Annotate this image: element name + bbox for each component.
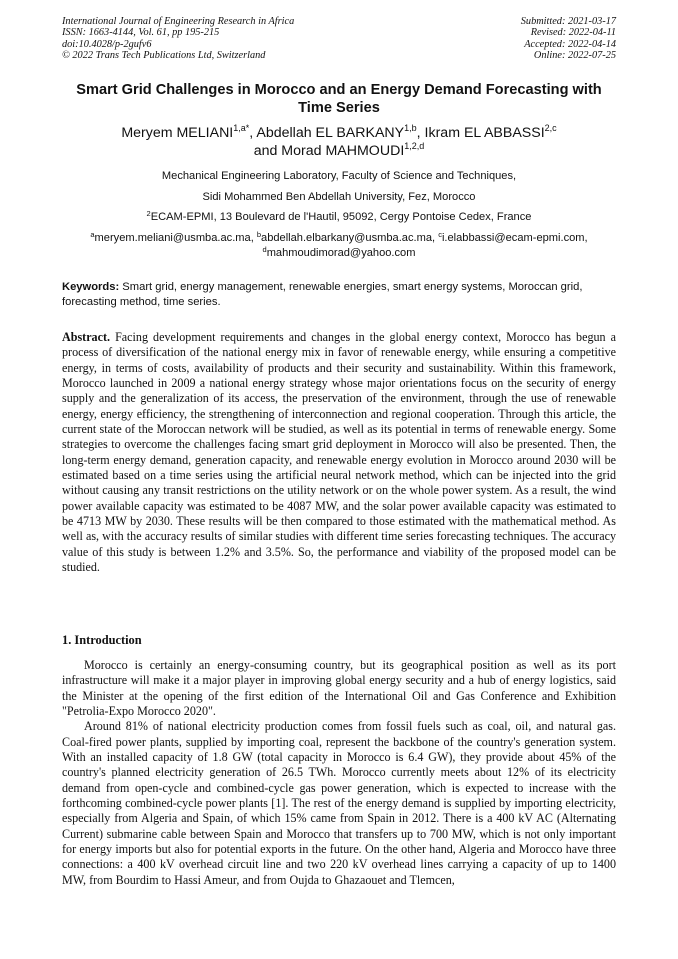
abstract (62, 330, 616, 576)
email-link[interactable]: mahmoudimorad@yahoo.com (266, 247, 416, 259)
email-link[interactable]: abdellah.elbarkany@usmba.ac.ma, (261, 232, 439, 244)
date-revised: Revised: 2022-04-11 (530, 27, 616, 39)
author-affil-mark: 1,b (404, 123, 417, 133)
keywords-text: Smart grid, energy management, renewable energies, smart energy systems, Moroccan grid, forecasting method, time series. (62, 281, 583, 308)
author-name: Meryem MELIANI (121, 125, 234, 141)
affiliation-1-line-2: Sidi Mohammed Ben Abdellah University, Fez, Morocco (202, 191, 476, 203)
email-link[interactable]: meryem.meliani@usmba.ac.ma, (94, 232, 257, 244)
paragraph: Morocco is certainly an energy-consuming country, but its geographical position as well as its port infrastructure will make it a major player in improving global energy security and a hub of energy logistics, said the Minister at the opening of the first edition of the International Oil and Gas Conference and Exhibition "Petrolia-Expo Morocco 2020". (62, 658, 616, 719)
journal-header-left (62, 16, 294, 62)
author-emails: $^a$meryem.meliani@usmba.ac.ma, $^b$abdellah.elbarkany@usmba.ac.ma, $^c$i.elabbassi@ecam-epmi.com, $^d$mahmoudimorad@yahoo.com (90, 230, 588, 259)
journal-doi[interactable]: doi:10.4028/p-2gufv6 (62, 38, 152, 50)
abstract-text: Facing development requirements and changes in the global energy context, Morocco has begun a process of diversification of the national energy mix in favor of renewable energy, while ensuring a competitive energy, in terms of costs, availability of products and their security and sustainability. Within this framework, Morocco launched in 2009 a national energy strategy whose major orientations focus on the security of energy supply and the generalization of its access, the preservation of the environment, through the use of renewable energy, energy efficiency, the strengthening of interconnection and regional cooperation. Through this article, the current state of the Moroccan network will be studied, as well as its potential in terms of renewable energy. Some strategies to overcome the challenges facing smart grid deployment in Morocco will also be presented. Then, the long-term energy demand, generation capacity, and renewable energy evolution in Morocco around 2030 will be estimated based on a time series using the artificial neural network method, which can be injected into the grid without causing any transit restrictions on the utility network or on the whole power system. As a result, the wind power available capacity was estimated to be 4087 MW, and the solar power available capacity was estimated to be 4713 MW by 2030. These results will be then compared to those estimated with the mathematical method. As well as, with the accuracy results of similar studies with different time series forecasting techniques. The accuracy value of this study is between 1.2% and 3.5%. So, the performance and viability of the proposed model can be studied. (62, 330, 616, 575)
author-list: Meryem $MELIANI^{1,a*}$, Abdellah EL BARKANY$^{1,b}$, Ikram EL ABBASSI$^{2,c}$ and Morad MAHMOUDI$^{1,2,d}$ (121, 123, 557, 159)
paragraph: Around 81% of national electricity production comes from fossil fuels such as coal, oil, and natural gas. Coal-fired power plants, supplied by importing coal, represent the backbone of the country's generation system. With an installed capacity of 1.8 GW (total capacity in Morocco is 6.4 GW), they provide about 45% of the country's planned electricity generation of 26.5 TWh. Morocco currently meets about 12% of its electricity demand from open-cycle and combined-cycle gas power generation, which is expected to increase with the forthcoming combined-cycle power plants [1]. The rest of the energy demand is supplied by importing electricity, especially from Algeria and Spain, of which 15% came from Spain in 2012. There is a 400 kV AC (Alternating Current) submarine cable between Spain and Morocco that transfers up to 700 MW, which is not only important for energy imports but also for potential exports in the future. On the other hand, Algeria and Morocco have three connections: a 400 kV overhead circuit line and two 220 kV overhead lines carrying a capacity of up to 1400 MW, from Bourdim to Hassi Ameur, and from Oujda to Ghazaouet and Tlemcen, (62, 719, 616, 887)
journal-issn: ISSN: 1663-4144, Vol. 61, pp 195-215 (62, 27, 220, 39)
keywords-label: Keywords: (62, 281, 120, 293)
date-accepted: Accepted: 2022-04-14 (524, 38, 616, 50)
author-name: Ikram EL ABBASSI (424, 125, 545, 141)
affiliation-1-line-1: Mechanical Engineering Laboratory, Faculty of Science and Techniques, (161, 170, 517, 182)
affiliation-2: $^2$ECAM-EPMI, 13 Boulevard de l'Hautil, 95092, Cergy Pontoise Cedex, France (146, 209, 532, 223)
introduction-body (62, 658, 616, 888)
keywords (62, 280, 616, 309)
journal-header-right (521, 16, 616, 62)
author-affil-mark: 1,a* (233, 123, 250, 133)
date-online: Online: 2022-07-25 (533, 50, 616, 62)
date-submitted: Submitted: 2021-03-17 (520, 16, 616, 27)
section-heading-introduction: 1. Introduction (62, 633, 142, 647)
author-affil-mark: 1,2,d (404, 141, 425, 151)
email-link[interactable]: i.elabbassi@ecam-epmi.com, (441, 232, 588, 244)
journal-name: International Journal of Engineering Research in Africa (62, 16, 295, 27)
author-name: and Morad MAHMOUDI (253, 143, 405, 159)
paper-title: Smart Grid Challenges in Morocco and an Energy Demand Forecasting with Time Series (76, 82, 602, 116)
author-affil-mark: 2,c (544, 123, 557, 133)
author-name: Abdellah EL BARKANY (256, 125, 405, 141)
abstract-label: Abstract. (62, 330, 111, 344)
journal-copyright: © 2022 Trans Tech Publications Ltd, Switzerland (62, 50, 266, 62)
